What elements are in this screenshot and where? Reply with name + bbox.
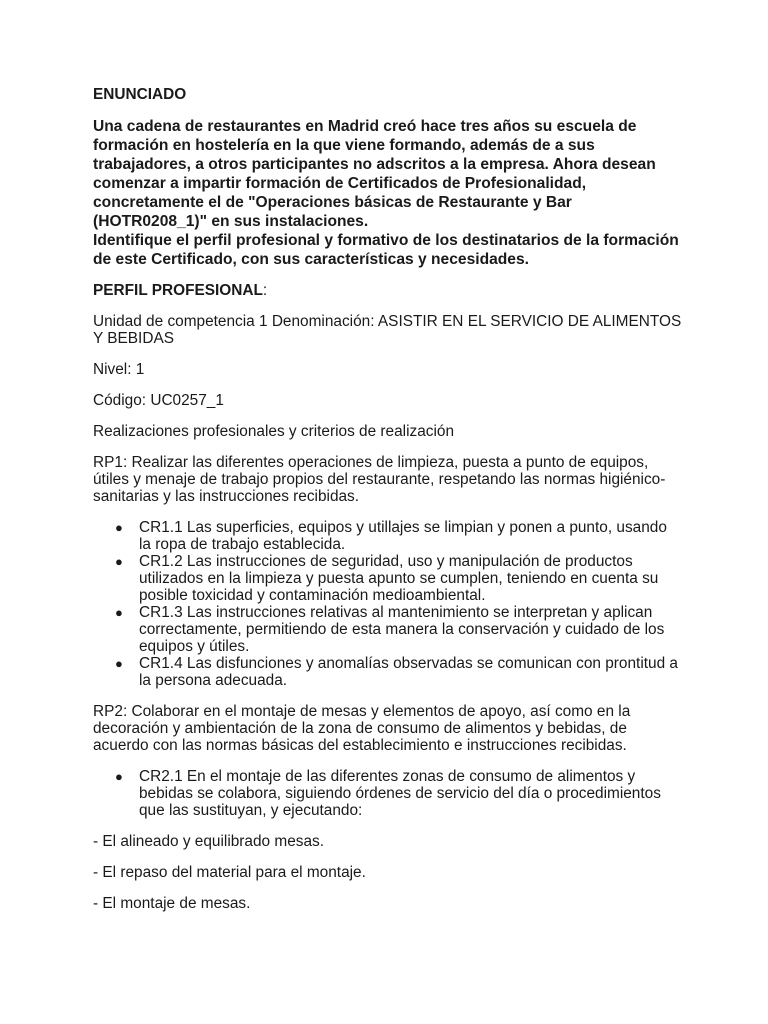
level-line: Nivel: 1 xyxy=(93,361,145,378)
rp2-criteria-list xyxy=(93,768,683,819)
list-item-text: CR1.3 Las instrucciones relativas al mantenimiento se interpretan y aplican correctamente, permitiendo de esta manera la conservación y cuidado de los equipos y útiles. xyxy=(139,604,665,655)
statement xyxy=(93,117,683,269)
dash-item: - El montaje de mesas. xyxy=(93,895,251,912)
bullet-icon: ● xyxy=(115,769,123,784)
profile-title-text: PERFIL PROFESIONAL xyxy=(93,282,263,299)
list-item xyxy=(93,519,683,553)
dash-item: - El repaso del material para el montaje. xyxy=(93,864,366,881)
list-item xyxy=(93,768,683,819)
statement-paragraph-1: Una cadena de restaurantes en Madrid creó hace tres años su escuela de formación en hostelería en la que viene formando, además de a sus trabajadores, a otros participantes no adscritos a la empresa. Ahora desean comenzar a impartir formación de Certificados de Profesionalidad, concretamente el de "Operaciones básicas de Restaurante y Bar (HOTR0208_1)" en sus instalaciones. xyxy=(93,118,656,230)
list-item-text: CR1.2 Las instrucciones de seguridad, uso y manipulación de productos utilizados en la limpieza y puesta apunto se cumplen, teniendo en cuenta su posible toxicidad y contaminación medioambiental. xyxy=(139,553,659,604)
code-line: Código: UC0257_1 xyxy=(93,392,224,409)
list-item-text: CR2.1 En el montaje de las diferentes zonas de consumo de alimentos y bebidas se colabora, siguiendo órdenes de servicio del día o procedimientos que las sustituyan, y ejecutando: xyxy=(139,768,661,819)
rp1-paragraph: RP1: Realizar las diferentes operaciones de limpieza, puesta a punto de equipos, útiles y menaje de trabajo propios del restaurante, respetando las normas higiénico-sanitarias y las instrucciones recibidas. xyxy=(93,454,666,505)
bullet-icon: ● xyxy=(115,656,123,671)
rp2-paragraph: RP2: Colaborar en el montaje de mesas y elementos de apoyo, así como en la decoración y ambientación de la zona de consumo de alimentos y bebidas, de acuerdo con las normas básicas del establecimiento e instrucciones recibidas. xyxy=(93,703,631,754)
profile-title xyxy=(93,282,683,299)
document-page xyxy=(93,86,683,926)
profile-title-colon: : xyxy=(262,282,268,299)
statement-paragraph-2: Identifique el perfil profesional y formativo de los destinatarios de la formación de este Certificado, con sus características y necesidades. xyxy=(93,232,679,268)
bullet-icon: ● xyxy=(115,554,123,569)
bullet-icon: ● xyxy=(115,605,123,620)
dash-item: - El alineado y equilibrado mesas. xyxy=(93,833,324,850)
unit-line: Unidad de competencia 1 Denominación: ASISTIR EN EL SERVICIO DE ALIMENTOS Y BEBIDAS xyxy=(93,313,682,347)
list-item-text: CR1.4 Las disfunciones y anomalías observadas se comunican con prontitud a la persona adecuada. xyxy=(139,655,678,689)
list-item xyxy=(93,553,683,604)
list-item-text: CR1.1 Las superficies, equipos y utillajes se limpian y ponen a punto, usando la ropa de trabajo establecida. xyxy=(139,519,667,553)
rp1-criteria-list xyxy=(93,519,683,689)
bullet-icon: ● xyxy=(115,520,123,535)
realizations-title: Realizaciones profesionales y criterios de realización xyxy=(93,423,455,440)
list-item xyxy=(93,655,683,689)
list-item xyxy=(93,604,683,655)
heading: ENUNCIADO xyxy=(93,86,187,103)
